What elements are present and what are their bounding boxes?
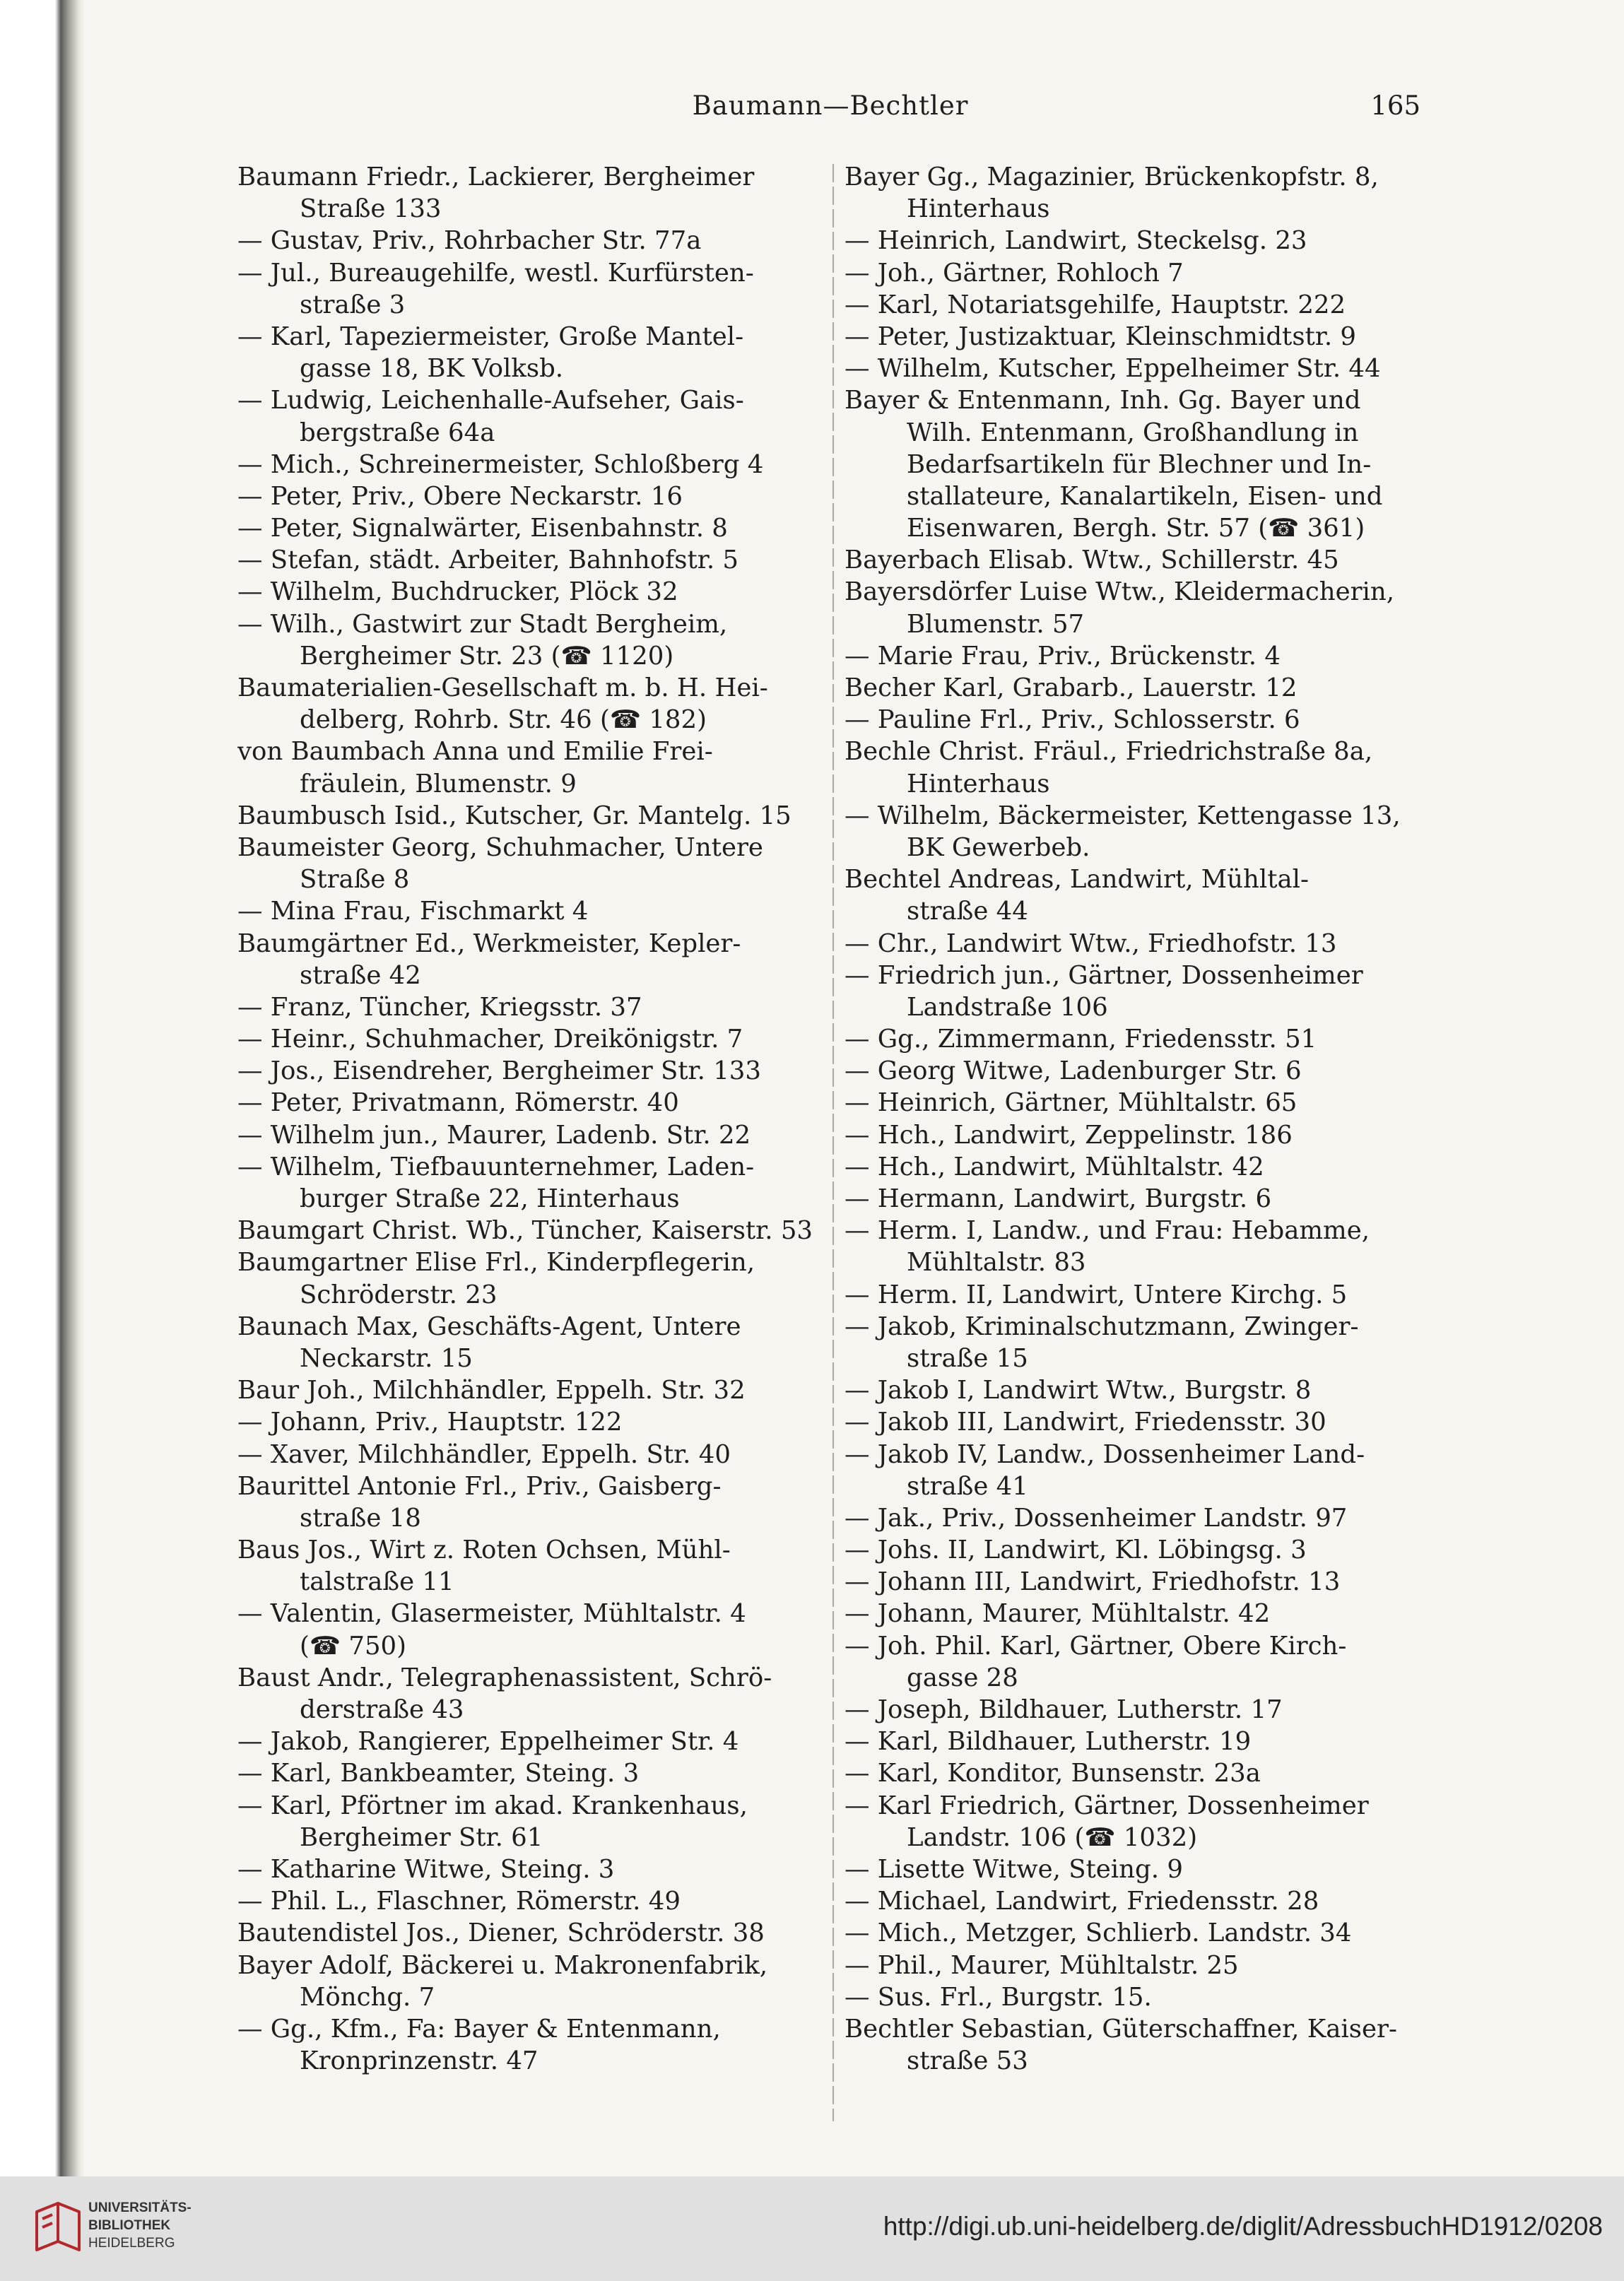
directory-entry-line: — Ludwig, Leichenhalle-Aufseher, Gais- (237, 386, 744, 415)
directory-entry-line: — Hch., Landwirt, Mühltalstr. 42 (845, 1152, 1264, 1181)
directory-entry-line: Bechle Christ. Fräul., Friedrichstraße 8a, (845, 737, 1373, 767)
entry-continuation-line: Bedarfsartikeln für Blechner und In- (907, 449, 1372, 479)
directory-entry-line: — Wilh., Gastwirt zur Stadt Bergheim, (237, 609, 728, 639)
directory-entry-line: Baust Andr., Telegraphenassistent, Schrö- (237, 1663, 772, 1692)
entry-continuation-line: straße 41 (907, 1471, 1028, 1501)
directory-entry-line: — Michael, Landwirt, Friedensstr. 28 (845, 1887, 1319, 1916)
right-column (845, 161, 1431, 2126)
entry-continuation-line: Eisenwaren, Bergh. Str. 57 (☎ 361) (907, 514, 1365, 543)
entry-continuation-line: BK Gewerbeb. (907, 832, 1090, 862)
directory-entry-line: Baus Jos., Wirt z. Roten Ochsen, Mühl- (237, 1536, 731, 1565)
column-divider (832, 164, 834, 2121)
directory-entry-line: — Peter, Privatmann, Römerstr. 40 (237, 1088, 679, 1118)
directory-entry-line: — Gg., Kfm., Fa: Bayer & Entenmann, (237, 2014, 721, 2044)
directory-entry-line: Baumgärtner Ed., Werkmeister, Kepler- (237, 929, 741, 958)
entry-continuation-line: Bergheimer Str. 23 (☎ 1120) (300, 641, 674, 671)
directory-entry-line: — Pauline Frl., Priv., Schlosserstr. 6 (845, 705, 1300, 735)
source-url-link[interactable]: http://digi.ub.uni-heidelberg.de/diglit/AdressbuchHD1912/0208 (883, 2212, 1603, 2241)
directory-entry-line: Bayer & Entenmann, Inh. Gg. Bayer und (845, 386, 1361, 415)
running-head (240, 90, 1420, 133)
directory-entry-line: Baumann Friedr., Lackierer, Bergheimer (237, 163, 755, 191)
directory-entry-line: — Mina Frau, Fischmarkt 4 (237, 897, 589, 926)
directory-entry-line: — Johann III, Landwirt, Friedhofstr. 13 (845, 1567, 1341, 1597)
entry-continuation-line: (☎ 750) (300, 1631, 406, 1661)
directory-entry-line: — Karl, Bildhauer, Lutherstr. 19 (845, 1727, 1252, 1757)
directory-entry-line: — Karl, Tapeziermeister, Große Mantel- (237, 322, 744, 351)
directory-entry-line: Bayer Adolf, Bäckerei u. Makronenfabrik, (237, 1950, 768, 1980)
left-column (237, 161, 824, 2126)
entry-continuation-line: gasse 18, BK Volksb. (300, 354, 564, 384)
directory-entry-line: — Peter, Priv., Obere Neckarstr. 16 (237, 481, 683, 511)
footer-bar (0, 2176, 1624, 2281)
directory-entry-line: — Jakob IV, Landw., Dossenheimer Land- (845, 1439, 1365, 1469)
entry-continuation-line: Mühltalstr. 83 (907, 1248, 1086, 1278)
library-name-line: UNIVERSITÄTS- (88, 2200, 192, 2215)
directory-entry-line: — Hch., Landwirt, Zeppelinstr. 186 (845, 1120, 1293, 1150)
directory-entry-line: — Peter, Justizaktuar, Kleinschmidtstr. 9 (845, 322, 1357, 351)
directory-entry-line: Bautendistel Jos., Diener, Schröderstr. 38 (237, 1918, 765, 1948)
directory-entry-line: — Phil. L., Flaschner, Römerstr. 49 (237, 1887, 681, 1916)
entry-continuation-line: Mönchg. 7 (300, 1982, 435, 2012)
directory-entry-line: Baur Joh., Milchhändler, Eppelh. Str. 32 (237, 1376, 746, 1405)
entry-continuation-line: Schröderstr. 23 (300, 1280, 498, 1309)
directory-entry-line: Baumaterialien-Gesellschaft m. b. H. Hei- (237, 673, 768, 702)
directory-entry-line: — Hermann, Landwirt, Burgstr. 6 (845, 1184, 1272, 1213)
directory-entry-line: — Wilhelm, Buchdrucker, Plöck 32 (237, 577, 678, 607)
library-name-line: HEIDELBERG (88, 2236, 175, 2251)
directory-entry-line: — Mich., Schreinermeister, Schloßberg 4 (237, 449, 764, 479)
directory-entry-line: — Jak., Priv., Dossenheimer Landstr. 97 (845, 1503, 1348, 1533)
entry-continuation-line: Straße 8 (300, 865, 410, 895)
book-spine-shadow (0, 0, 85, 2176)
directory-entry-line: — Heinrich, Landwirt, Steckelsg. 23 (845, 226, 1307, 256)
entry-continuation-line: Hinterhaus (907, 769, 1050, 798)
entry-continuation-line: derstraße 43 (300, 1695, 464, 1724)
directory-entry-line: — Johs. II, Landwirt, Kl. Löbingsg. 3 (845, 1536, 1307, 1565)
entry-continuation-line: stallateure, Kanalartikeln, Eisen- und (907, 481, 1383, 511)
directory-entry-line: Baumbusch Isid., Kutscher, Gr. Mantelg. 15 (237, 801, 792, 830)
directory-entry-line: — Johann, Maurer, Mühltalstr. 42 (845, 1599, 1271, 1629)
directory-entry-line: — Karl Friedrich, Gärtner, Dossenheimer (845, 1791, 1369, 1820)
directory-entry-line: Baunach Max, Geschäfts-Agent, Untere (237, 1312, 741, 1341)
running-title: Baumann—Bechtler (692, 90, 969, 121)
directory-entry-line: Bechtler Sebastian, Güterschaffner, Kaiser- (845, 2014, 1397, 2044)
directory-entry-line: — Heinrich, Gärtner, Mühltalstr. 65 (845, 1088, 1298, 1118)
directory-entry-line: — Peter, Signalwärter, Eisenbahnstr. 8 (237, 514, 728, 543)
entry-continuation-line: Kronprinzenstr. 47 (300, 2046, 539, 2076)
directory-entry-line: — Marie Frau, Priv., Brückenstr. 4 (845, 641, 1281, 671)
directory-entry-line: — Johann, Priv., Hauptstr. 122 (237, 1408, 623, 1437)
entry-continuation-line: talstraße 11 (300, 1567, 454, 1597)
entry-continuation-line: Neckarstr. 15 (300, 1343, 473, 1373)
directory-entry-line: — Karl, Pförtner im akad. Krankenhaus, (237, 1791, 748, 1820)
directory-entry-line: — Phil., Maurer, Mühltalstr. 25 (845, 1950, 1239, 1980)
directory-entry-line: — Xaver, Milchhändler, Eppelh. Str. 40 (237, 1439, 731, 1469)
entry-continuation-line: bergstraße 64a (300, 418, 495, 447)
directory-entry-line: Becher Karl, Grabarb., Lauerstr. 12 (845, 673, 1298, 702)
entry-continuation-line: straße 3 (300, 290, 406, 319)
directory-entry-line: — Franz, Tüncher, Kriegsstr. 37 (237, 992, 642, 1022)
directory-entry-line: — Georg Witwe, Ladenburger Str. 6 (845, 1056, 1302, 1086)
directory-entry-line: Baumgart Christ. Wb., Tüncher, Kaiserstr. 53 (237, 1216, 813, 1246)
directory-entry-line: — Jakob, Rangierer, Eppelheimer Str. 4 (237, 1727, 739, 1757)
directory-entry-line: — Lisette Witwe, Steing. 9 (845, 1854, 1183, 1884)
entry-continuation-line: straße 44 (907, 897, 1028, 926)
entry-continuation-line: Wilh. Entenmann, Großhandlung in (907, 418, 1359, 447)
directory-entry-line: — Joseph, Bildhauer, Lutherstr. 17 (845, 1695, 1283, 1724)
directory-entry-line: — Wilhelm, Kutscher, Eppelheimer Str. 44 (845, 354, 1381, 384)
entry-continuation-line: straße 42 (300, 960, 421, 990)
directory-entry-line: — Herm. II, Landwirt, Untere Kirchg. 5 (845, 1280, 1348, 1309)
directory-entry-line: — Wilhelm jun., Maurer, Ladenb. Str. 22 (237, 1120, 751, 1150)
entry-continuation-line: Landstraße 106 (907, 992, 1108, 1022)
directory-entry-line: — Stefan, städt. Arbeiter, Bahnhofstr. 5 (237, 546, 739, 575)
directory-entry-line: — Joh. Phil. Karl, Gärtner, Obere Kirch- (845, 1631, 1347, 1661)
entry-continuation-line: Straße 133 (300, 194, 442, 224)
directory-entry-line: — Joh., Gärtner, Rohloch 7 (845, 258, 1184, 288)
entry-continuation-line: Bergheimer Str. 61 (300, 1822, 543, 1852)
directory-entry-line: — Jakob I, Landwirt Wtw., Burgstr. 8 (845, 1376, 1312, 1405)
directory-entry-line: — Karl, Notariatsgehilfe, Hauptstr. 222 (845, 290, 1346, 319)
entry-continuation-line: gasse 28 (907, 1663, 1018, 1692)
directory-entry-line: — Valentin, Glasermeister, Mühltalstr. 4 (237, 1599, 746, 1629)
directory-entry-line: Bayersdörfer Luise Wtw., Kleidermacherin, (845, 577, 1395, 607)
directory-entry-line: — Chr., Landwirt Wtw., Friedhofstr. 13 (845, 929, 1337, 958)
directory-entry-line: — Katharine Witwe, Steing. 3 (237, 1854, 615, 1884)
directory-entry-line: — Jos., Eisendreher, Bergheimer Str. 133 (237, 1056, 761, 1086)
entry-continuation-line: Hinterhaus (907, 194, 1050, 224)
entry-continuation-line: burger Straße 22, Hinterhaus (300, 1184, 680, 1213)
directory-entry-line: — Karl, Bankbeamter, Steing. 3 (237, 1759, 640, 1788)
directory-entry-line: — Jakob III, Landwirt, Friedensstr. 30 (845, 1408, 1326, 1437)
directory-entry-line: von Baumbach Anna und Emilie Frei- (237, 737, 713, 767)
directory-entry-line: — Wilhelm, Tiefbauunternehmer, Laden- (237, 1152, 755, 1181)
directory-entry-line: — Jakob, Kriminalschutzmann, Zwinger- (845, 1312, 1359, 1341)
directory-entry-line: — Heinr., Schuhmacher, Dreikönigstr. 7 (237, 1025, 743, 1054)
directory-entry-line: — Gg., Zimmermann, Friedensstr. 51 (845, 1025, 1317, 1054)
directory-entry-line: — Mich., Metzger, Schlierb. Landstr. 34 (845, 1918, 1352, 1948)
directory-entry-line: Baumgartner Elise Frl., Kinderpflegerin, (237, 1248, 755, 1278)
library-name-line: BIBLIOTHEK (88, 2218, 171, 2233)
directory-entry-line: — Jul., Bureaugehilfe, westl. Kurfürsten- (237, 258, 754, 288)
entry-continuation-line: Landstr. 106 (☎ 1032) (907, 1822, 1198, 1852)
directory-entry-line: — Herm. I, Landw., und Frau: Hebamme, (845, 1216, 1370, 1246)
directory-entry-line: — Friedrich jun., Gärtner, Dossenheimer (845, 960, 1363, 990)
entry-continuation-line: Blumenstr. 57 (907, 609, 1085, 639)
entry-continuation-line: straße 15 (907, 1343, 1028, 1373)
entry-continuation-line: delberg, Rohrb. Str. 46 (☎ 182) (300, 705, 707, 735)
entry-continuation-line: straße 53 (907, 2046, 1028, 2076)
directory-entry-line: Baurittel Antonie Frl., Priv., Gaisberg- (237, 1471, 722, 1501)
directory-entry-line: Bayerbach Elisab. Wtw., Schillerstr. 45 (845, 546, 1339, 575)
page-number: 165 (1370, 90, 1420, 121)
directory-entry-line: Bechtel Andreas, Landwirt, Mühltal- (845, 865, 1309, 895)
entry-continuation-line: straße 18 (300, 1503, 421, 1533)
directory-entry-line: Bayer Gg., Magazinier, Brückenkopfstr. 8, (845, 163, 1379, 191)
directory-entry-line: Baumeister Georg, Schuhmacher, Untere (237, 832, 763, 862)
entry-continuation-line: fräulein, Blumenstr. 9 (300, 769, 577, 798)
directory-entry-line: — Sus. Frl., Burgstr. 15. (845, 1982, 1152, 2012)
directory-entry-line: — Gustav, Priv., Rohrbacher Str. 77a (237, 226, 702, 256)
directory-entry-line: — Wilhelm, Bäckermeister, Kettengasse 13, (845, 801, 1401, 830)
directory-entry-line: — Karl, Konditor, Bunsenstr. 23a (845, 1759, 1261, 1788)
library-name (88, 2199, 192, 2252)
